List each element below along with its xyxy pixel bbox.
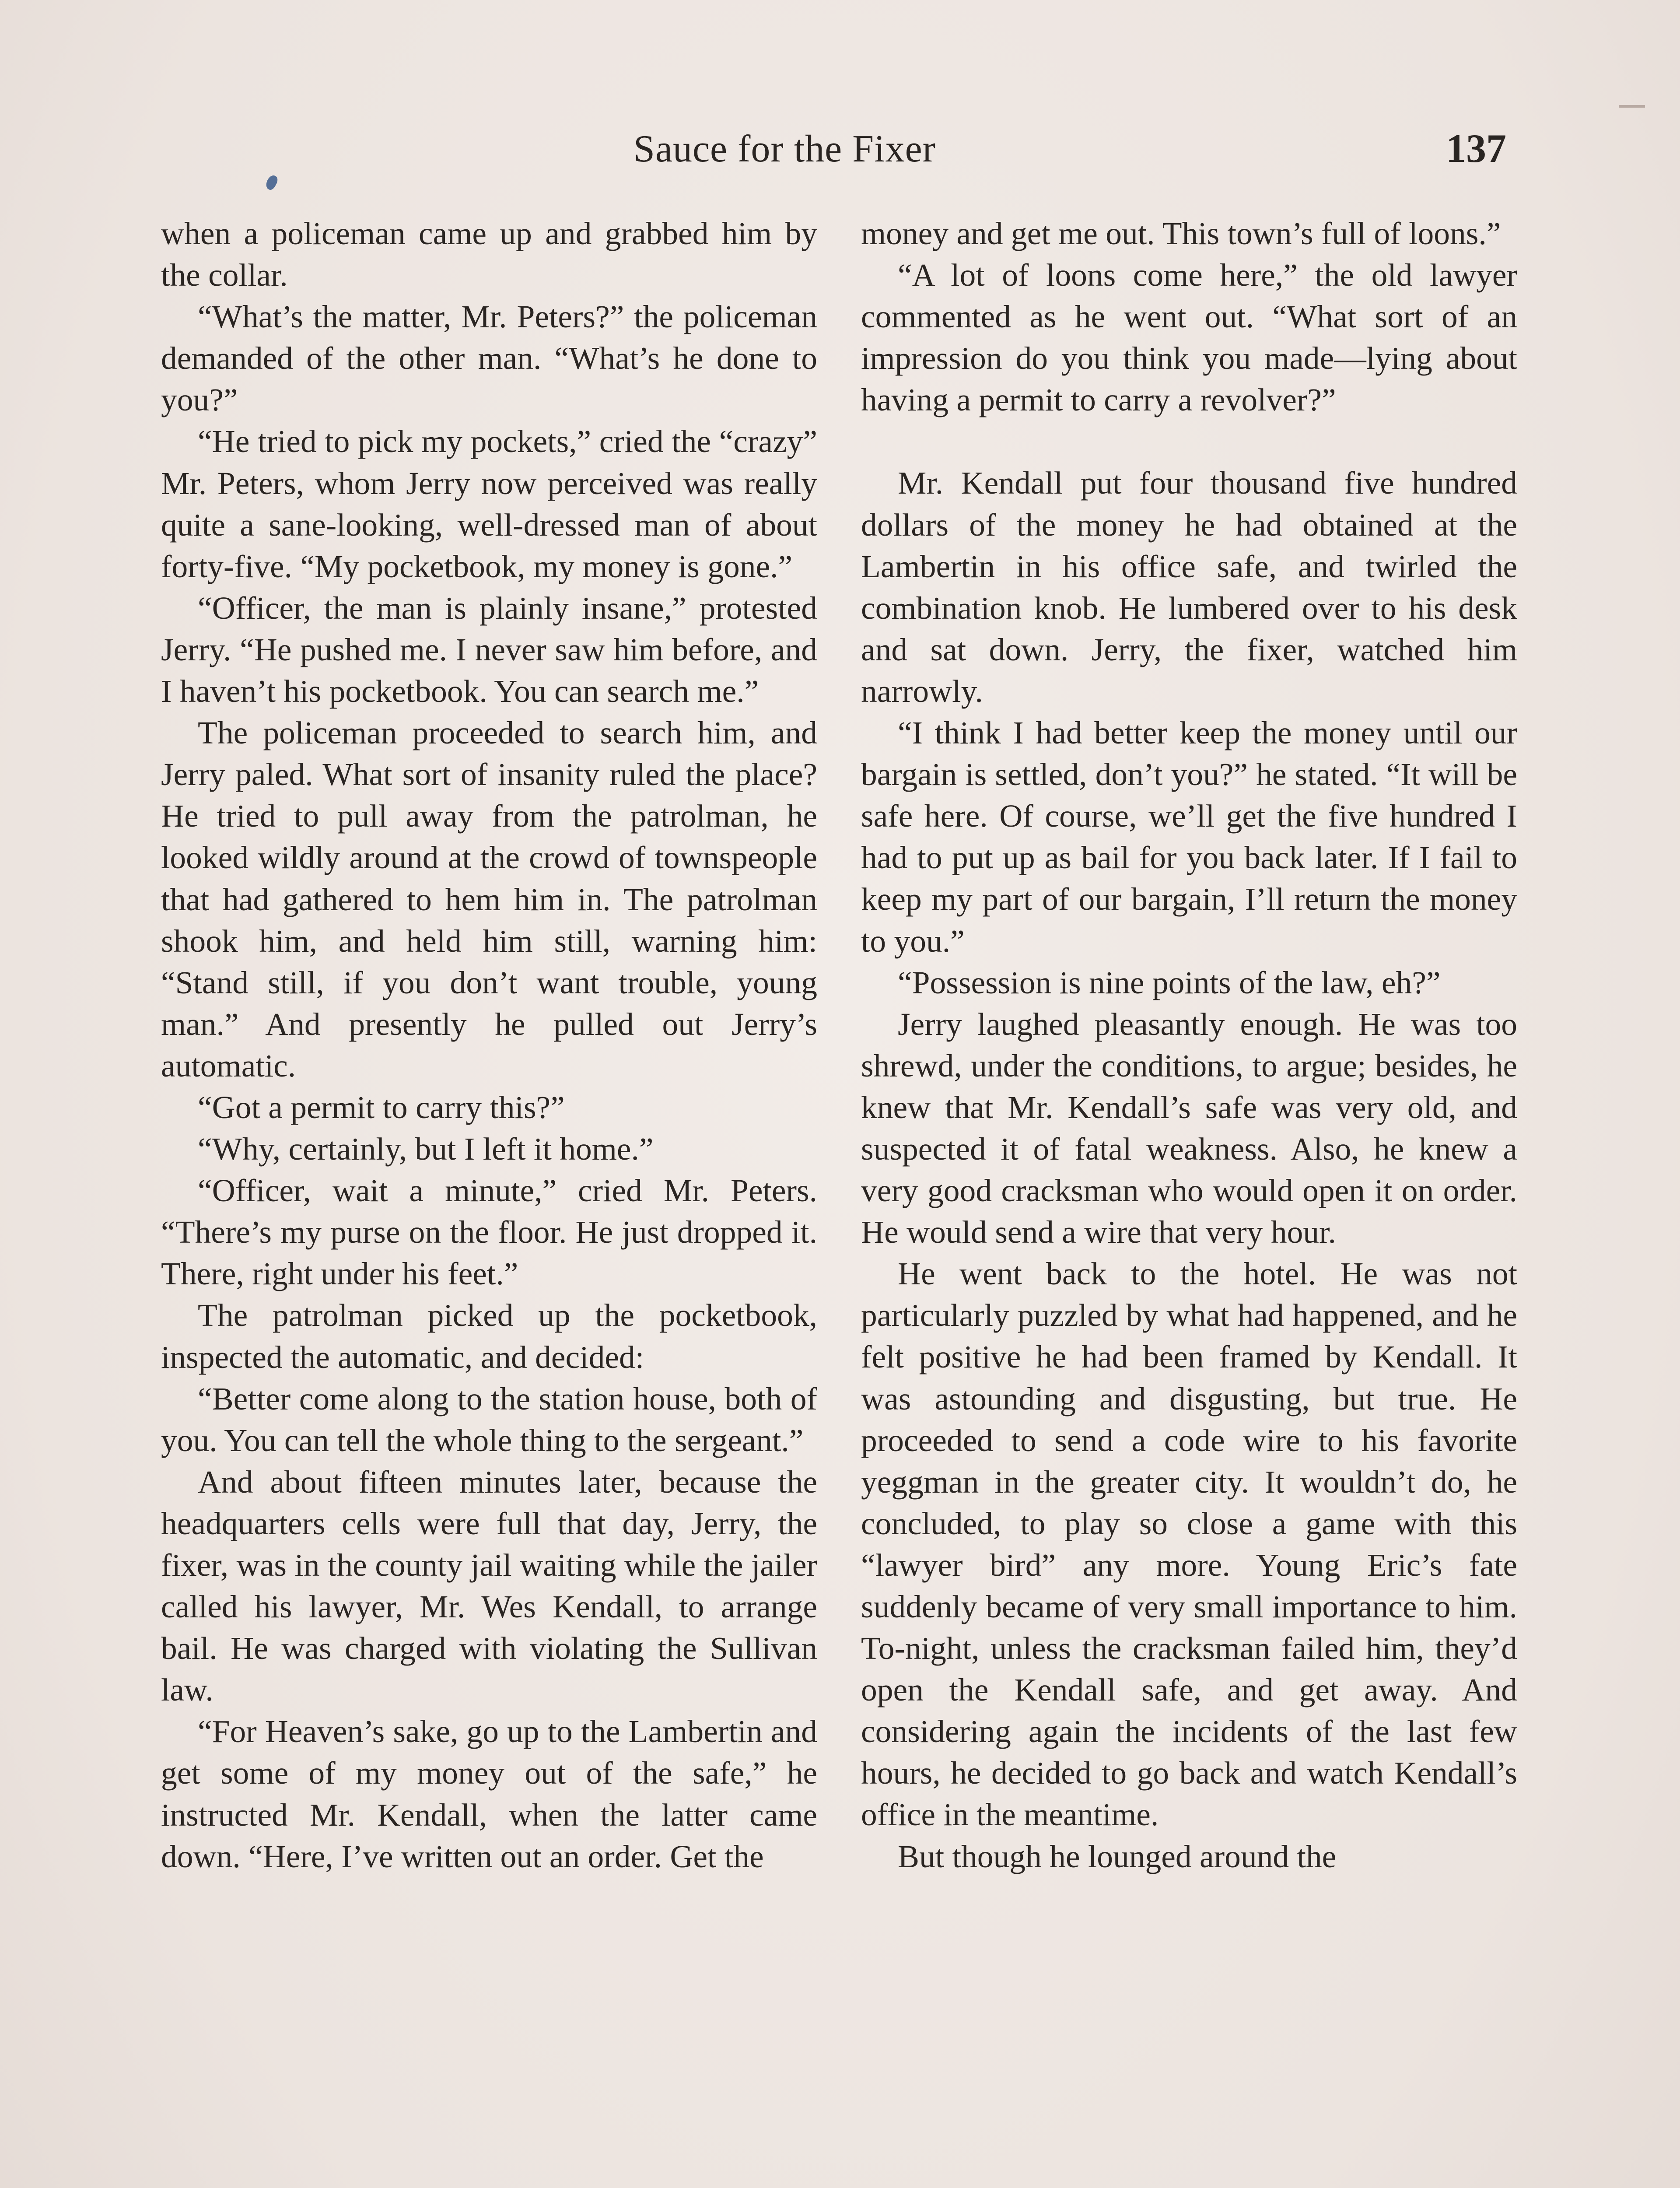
paragraph: “I think I had better keep the money until our bargain is settled, don’t you?” he stated. “It will be safe here. Of course, we’ll get the five hundred I had to put up as bail for you back later. If I fail to keep my part of our bargain, I’ll return the money to you.” bbox=[861, 715, 1517, 959]
paragraph: “He tried to pick my pockets,” cried the “crazy” Mr. Peters, whom Jerry now perceived was really quite a sane-looking, well-dressed man of about forty-five. “My pocketbook, my money is gone.” bbox=[161, 424, 817, 584]
section-break bbox=[861, 421, 1517, 462]
paragraph: money and get me out. This town’s full of loons.” bbox=[861, 216, 1501, 251]
paragraph: “A lot of loons come here,” the old lawyer commented as he went out. “What sort of an impression do you think you made—lying about having a permit to carry a revolver?” bbox=[861, 257, 1517, 418]
paragraph: “What’s the matter, Mr. Peters?” the policeman demanded of the other man. “What’s he done to you?” bbox=[161, 299, 817, 418]
paragraph: “For Heaven’s sake, go up to the Lambertin and get some of my money out of the safe,” he instructed Mr. Kendall, when the latter came down. “Here, I’ve written out an order. Get the bbox=[161, 1714, 817, 1874]
paragraph: The patrolman picked up the pocketbook, inspected the automatic, and decided: bbox=[161, 1297, 817, 1375]
paragraph: But though he lounged around the bbox=[898, 1838, 1337, 1874]
paragraph: “Possession is nine points of the law, eh?” bbox=[898, 964, 1441, 1000]
paragraph: “Better come along to the station house, both of you. You can tell the whole thing to the sergeant.” bbox=[161, 1381, 817, 1458]
paragraph: “Why, certainly, but I left it home.” bbox=[198, 1131, 654, 1167]
paragraph: Mr. Kendall put four thousand five hundred dollars of the money he had obtained at the Lambertin in his office safe, and twirled the combination knob. He lumbered over to his desk and sat down. Jerry, the fixer, watched him narrowly. bbox=[861, 465, 1517, 709]
corner-mark bbox=[1619, 105, 1645, 108]
paragraph: He went back to the hotel. He was not particularly puzzled by what had happened, and he felt positive he had been framed by Kendall. It was astounding and disgusting, but true. He proceeded to send a code wire to his favorite yeggman in the greater city. It wouldn’t do, he concluded, to play so close a game with this “lawyer bird” any more. Young Eric’s fate suddenly became of very small importance to him. To-night, unless the cracksman failed him, they’d open the Kendall safe, and get away. And considering again the incidents of the last few hours, he decided to go back and watch Kendall’s office in the meantime. bbox=[861, 1256, 1517, 1833]
paragraph: And about fifteen minutes later, because the headquarters cells were full that day, Jerry, the fixer, was in the county jail waiting while the jailer called his lawyer, Mr. Wes Kendall, to arrange bail. He was charged with violating the Sullivan law. bbox=[161, 1464, 817, 1708]
paragraph: The policeman proceeded to search him, and Jerry paled. What sort of insanity ruled the place? He tried to pull away from the patrolman, he looked wildly around at the crowd of townspeople that had gathered to hem him in. The patrolman shook him, and held him still, warning him: “Stand still, if you don’t want trouble, young man.” And presently he pulled out Jerry’s automatic. bbox=[161, 715, 817, 1083]
paragraph: “Got a permit to carry this?” bbox=[198, 1089, 565, 1125]
running-title: Sauce for the Fixer bbox=[634, 128, 936, 170]
right-text-column bbox=[861, 213, 1517, 1877]
page-number: 137 bbox=[1446, 126, 1506, 171]
paragraph: when a policeman came up and grabbed him by the collar. bbox=[161, 216, 817, 293]
page-header bbox=[0, 127, 1680, 184]
paragraph: “Officer, wait a minute,” cried Mr. Peters. “There’s my purse on the floor. He just dropped it. There, right under his feet.” bbox=[161, 1173, 817, 1292]
paragraph: Jerry laughed pleasantly enough. He was too shrewd, under the conditions, to argue; besides, he knew that Mr. Kendall’s safe was very old, and suspected it of fatal weakness. Also, he knew a very good cracksman who would open it on order. He would send a wire that very hour. bbox=[861, 1006, 1517, 1250]
left-text-column bbox=[161, 213, 817, 1877]
paragraph: “Officer, the man is plainly insane,” protested Jerry. “He pushed me. I never saw him before, and I haven’t his pocketbook. You can search me.” bbox=[161, 590, 817, 709]
